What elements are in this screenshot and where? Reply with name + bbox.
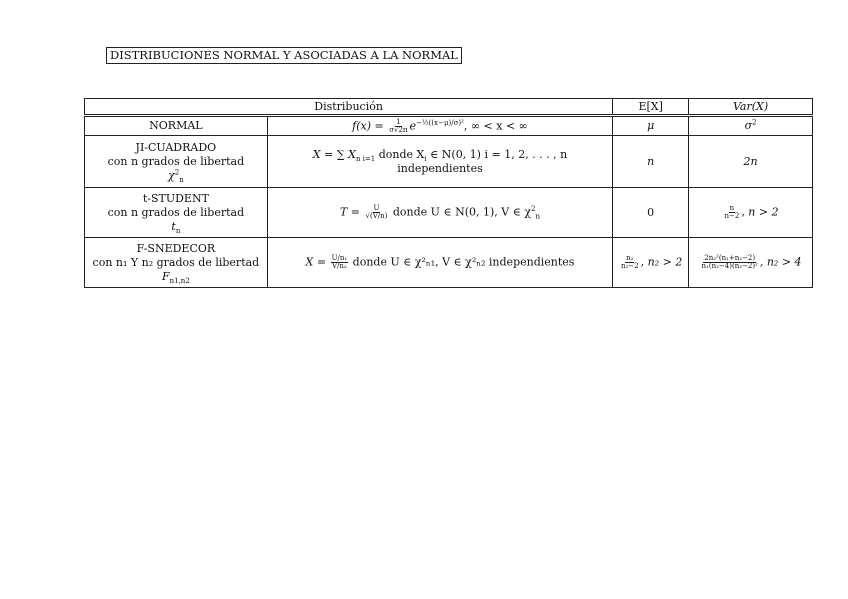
row-name: F-SNEDECOR con n₁ Y n₂ grados de libertad $F_{n1,n2}$ [85, 238, 268, 288]
table-row [85, 136, 813, 188]
header-distribution: Distribución [85, 99, 613, 116]
row-expectation: n [613, 136, 689, 188]
row-expectation: μ [613, 116, 689, 136]
distributions-table [84, 98, 813, 288]
row-definition: T = $\frac{U}{√(V/n)}$ donde U ∈ N(0, 1), V ∈ $\chi^2_n$ [267, 188, 612, 238]
row-definition: X = ∑ $X_{n i=1}$ donde $X_i$ ∈ N(0, 1) i = 1, 2, . . . , n independientes [267, 136, 612, 188]
row-variance: $\frac{n}{n-2}$ , n > 2 [689, 188, 813, 238]
page-title: DISTRIBUCIONES NORMAL Y ASOCIADAS A LA NORMAL [106, 47, 462, 64]
row-variance: 2n [689, 136, 813, 188]
row-name: JI-CUADRADO con n grados de libertad $\chi^2_n$ [85, 136, 268, 188]
table-row [85, 116, 813, 136]
row-expectation: 0 [613, 188, 689, 238]
table-header-row [85, 99, 813, 116]
row-variance: $\sigma^2$ [689, 116, 813, 136]
row-definition: X = $\frac{\text{U/n₁}}{\text{V/n₂}}$ donde U ∈ χ²ₙ₁, V ∈ χ²ₙ₂ independientes [267, 238, 612, 288]
table-row [85, 238, 813, 288]
header-variance: Var(X) [689, 99, 813, 116]
header-expectation: E[X] [613, 99, 689, 116]
row-expectation: $\frac{\text{n₂}}{\text{n₂−2}}$ , n₂ > 2 [613, 238, 689, 288]
row-name: t-STUDENT con n grados de libertad $t_n$ [85, 188, 268, 238]
row-variance: $\frac{\text{2n₂²(n₁+n₂−2)}}{\text{n₁(n₂−4)(n₂−2)²}}$ , n₂ > 4 [689, 238, 813, 288]
row-name: NORMAL [85, 116, 268, 136]
table-row [85, 188, 813, 238]
row-definition: f(x) = $\frac{1}{\sigma√2\pi}$ $e^{-\frac{1}{2}((x-\mu)/\sigma)^2}$, ∞ < x < ∞ [267, 116, 612, 136]
